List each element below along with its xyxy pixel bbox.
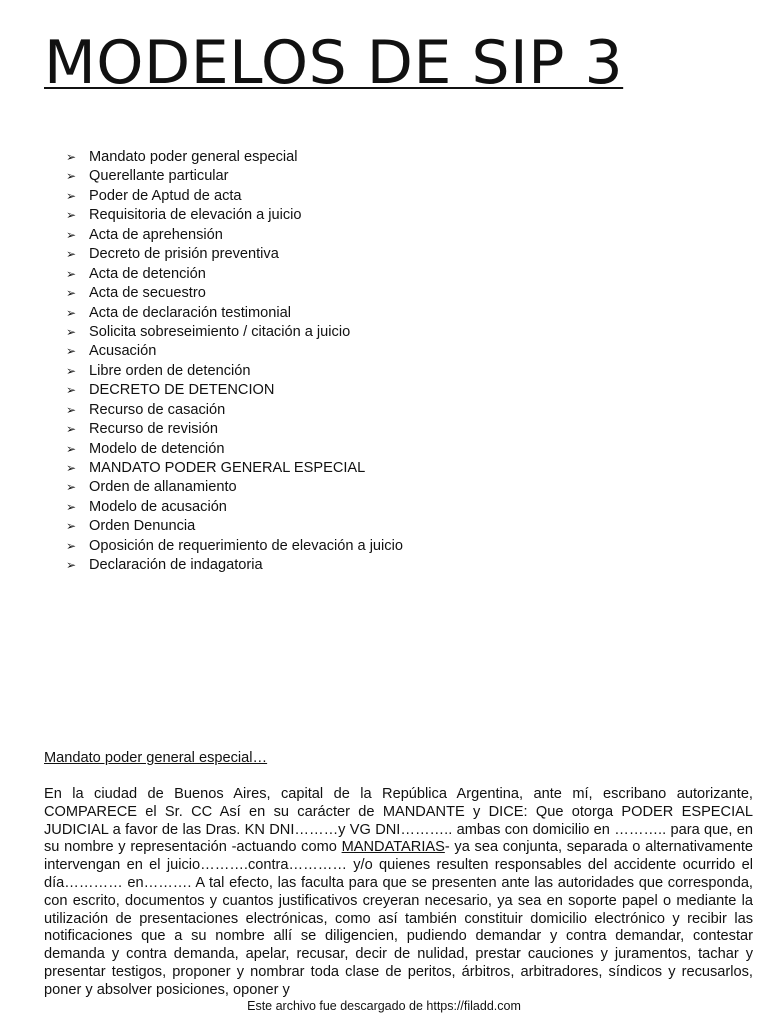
paragraph-text-start: En la ciudad de Buenos Aires, capital de la República Argentina, ante mí, escribano autorizante, COMPARECE el Sr. CC Así en su carácter de MANDANTE y DICE: Que otorga PODER ESPECIAL JUDICIAL a favor de las Dras. KN DNI………y VG DNI……….. ambas con domicilio en ……….. para que, en su nombre y representación -actuando como <box>44 786 753 856</box>
list-item <box>66 187 403 206</box>
list-item-label: DECRETO DE DETENCION <box>89 382 275 399</box>
list-item <box>66 323 403 342</box>
list-item-label: Acta de declaración testimonial <box>89 304 291 321</box>
arrow-bullet-icon: ➢ <box>66 558 77 573</box>
list-item-label: Decreto de prisión preventiva <box>89 246 279 263</box>
list-item-label: Modelo de acusación <box>89 498 227 515</box>
arrow-bullet-icon: ➢ <box>66 402 77 417</box>
paragraph-text-end: - ya sea conjunta, separada o alternativamente intervengan en el juicio……….contra………… y/o quienes resulten responsables del accidente ocurrido el día………… en………. A tal efecto, las faculta para que se presenten ante las autoridades que corresponda, con escrito, documentos y cuantos justificativos creyeran necesario, ya sea en soporte papel o mediante la utilización de presentaciones electrónicas, como así también constituir domicilio electrónico y recibir las notificaciones que a su nombre allí se diligencien, pudiendo demandar y contra demandar, contestar demanda y contra demanda, apelar, recusar, decir de nulidad, prestar cauciones y juramentos, tachar y presentar testigos, proponer y nombrar toda clase de peritos, árbitros, arbitradores, síndicos y recusarlos, poner y absolver posiciones, oponer y <box>44 839 753 998</box>
document-title: MODELOS DE SIP 3 <box>44 28 624 98</box>
list-item <box>66 517 403 536</box>
arrow-bullet-icon: ➢ <box>66 188 77 203</box>
list-item <box>66 556 403 575</box>
list-item-label: Recurso de revisión <box>89 421 218 438</box>
arrow-bullet-icon: ➢ <box>66 383 77 398</box>
section-heading: Mandato poder general especial… <box>44 750 268 766</box>
list-item-label: Acta de secuestro <box>89 285 206 302</box>
list-item <box>66 478 403 497</box>
list-item-label: Requisitoria de elevación a juicio <box>89 207 302 224</box>
list-item <box>66 440 403 459</box>
list-item <box>66 226 403 245</box>
arrow-bullet-icon: ➢ <box>66 324 77 339</box>
arrow-bullet-icon: ➢ <box>66 227 77 242</box>
arrow-bullet-icon: ➢ <box>66 519 77 534</box>
list-item-label: MANDATO PODER GENERAL ESPECIAL <box>89 460 366 476</box>
arrow-bullet-icon: ➢ <box>66 169 77 184</box>
list-item-label: Mandato poder general especial <box>89 149 298 165</box>
list-item-label: Libre orden de detención <box>89 362 251 379</box>
list-item <box>66 167 403 186</box>
mandate-paragraph <box>44 786 753 1000</box>
list-item <box>66 537 403 556</box>
arrow-bullet-icon: ➢ <box>66 150 77 164</box>
download-footer: Este archivo fue descargado de https://filadd.com <box>0 998 768 1014</box>
arrow-bullet-icon: ➢ <box>66 266 77 281</box>
list-item-label: Orden de allanamiento <box>89 479 237 496</box>
list-item <box>66 304 403 323</box>
list-item-label: Acta de aprehensión <box>89 226 223 243</box>
arrow-bullet-icon: ➢ <box>66 286 77 301</box>
list-item <box>66 459 403 478</box>
list-item-label: Declaración de indagatoria <box>89 557 263 574</box>
list-item <box>66 498 403 517</box>
list-item <box>66 381 403 400</box>
list-item <box>66 245 403 264</box>
list-item-label: Poder de Aptud de acta <box>89 187 242 204</box>
arrow-bullet-icon: ➢ <box>66 208 77 223</box>
list-item-label: Solicita sobreseimiento / citación a juicio <box>89 323 351 340</box>
arrow-bullet-icon: ➢ <box>66 305 77 320</box>
arrow-bullet-icon: ➢ <box>66 499 77 514</box>
list-item-label: Orden Denuncia <box>89 518 196 535</box>
arrow-bullet-icon: ➢ <box>66 363 77 378</box>
list-item <box>66 362 403 381</box>
list-item <box>66 342 403 361</box>
list-item-label: Acusación <box>89 343 157 360</box>
arrow-bullet-icon: ➢ <box>66 461 77 475</box>
list-item <box>66 401 403 420</box>
list-item <box>66 148 403 167</box>
arrow-bullet-icon: ➢ <box>66 480 77 495</box>
models-index-list <box>66 148 403 576</box>
list-item-label: Querellante particular <box>89 168 229 185</box>
list-item-label: Recurso de casación <box>89 401 226 418</box>
list-item <box>66 206 403 225</box>
list-item <box>66 284 403 303</box>
list-item <box>66 420 403 439</box>
arrow-bullet-icon: ➢ <box>66 247 77 262</box>
list-item <box>66 265 403 284</box>
arrow-bullet-icon: ➢ <box>66 441 77 456</box>
arrow-bullet-icon: ➢ <box>66 538 77 553</box>
arrow-bullet-icon: ➢ <box>66 344 77 359</box>
arrow-bullet-icon: ➢ <box>66 422 77 437</box>
list-item-label: Acta de detención <box>89 265 206 282</box>
list-item-label: Oposición de requerimiento de elevación a juicio <box>89 537 403 554</box>
list-item-label: Modelo de detención <box>89 440 225 457</box>
paragraph-underlined-term: MANDATARIAS <box>341 839 445 856</box>
